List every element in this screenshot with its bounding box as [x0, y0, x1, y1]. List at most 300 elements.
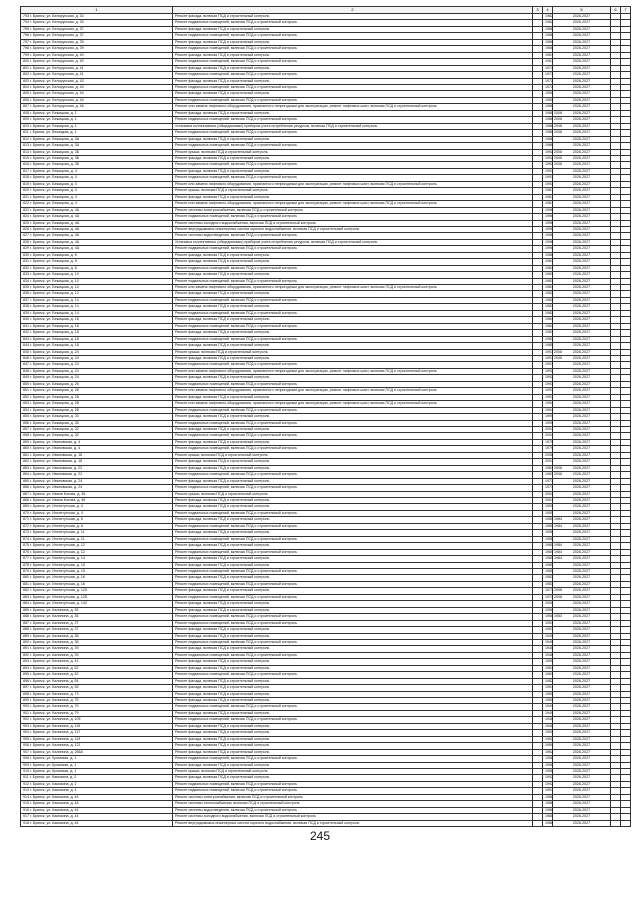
period-cell: 2026-2027 — [553, 536, 611, 542]
year-cell: 1961 — [543, 665, 553, 671]
work-type-cell: Ремонт подвальных помещений, включая ПСД и строительный контроль — [173, 20, 533, 26]
year-cell: 1993 — [543, 175, 553, 181]
year-cell: 1986 2008 — [543, 130, 553, 136]
period-cell: 2026-2027 — [553, 659, 611, 665]
period-cell: 2026-2027 — [553, 310, 611, 316]
work-type-cell: Ремонт фасада, включая ПСД и строительный контроль — [173, 685, 533, 691]
column-header: 3 — [533, 7, 543, 14]
address-cell: 831 г. Брянск, ул. Бежицкая, д. 8 — [21, 259, 173, 265]
work-type-cell: Ремонт подвальных помещений, включая ПСД и строительный контроль — [173, 446, 533, 452]
work-type-cell: Ремонт подвальных помещений, включая ПСД и строительный контроль — [173, 175, 533, 181]
work-type-cell: Ремонт или замена лифтового оборудования, признанного непригодным для эксплуатации, ремонт лифтовых шахт, включая ПСД и строительный контроль — [173, 285, 533, 291]
year-cell: 1992 2008 — [543, 155, 553, 161]
address-cell: 817 г. Брянск, ул. Бежицкая, д. 4 — [21, 168, 173, 174]
period-cell: 2026-2027 — [553, 46, 611, 52]
period-cell: 2026-2027 — [553, 788, 611, 794]
address-cell: 882 г. Брянск, ул. Институтская, д. 125 — [21, 588, 173, 594]
period-cell: 2026-2027 — [553, 72, 611, 78]
address-cell: 881 г. Брянск, ул. Институтская, д. 16 — [21, 581, 173, 587]
address-cell: 841 г. Брянск, ул. Бежицкая, д. 16 — [21, 323, 173, 329]
year-cell: 1984 — [543, 317, 553, 323]
period-cell: 2026-2027 — [553, 781, 611, 787]
year-cell: 1987 — [543, 201, 553, 207]
period-cell: 2026-2027 — [553, 543, 611, 549]
address-cell: 833 г. Брянск, ул. Бежицкая, д. 10 — [21, 272, 173, 278]
year-cell: 2004 — [543, 459, 553, 465]
address-cell: 837 г. Брянск, ул. Бежицкая, д. 14 — [21, 297, 173, 303]
period-cell: 2026-2027 — [553, 743, 611, 749]
work-type-cell: Ремонт системы водоотведения, включая ПСД и строительный контроль — [173, 233, 533, 239]
year-cell: 1948 — [543, 652, 553, 658]
work-type-cell: Ремонт фасада, включая ПСД и строительный контроль — [173, 665, 533, 671]
page-number: 245 — [309, 829, 331, 843]
address-cell: 806 г. Брянск, ул. Белорусская, д. 44 — [21, 97, 173, 103]
period-cell: 2026-2027 — [553, 549, 611, 555]
work-type-cell: Ремонт подвальных помещений, включая ПСД и строительный контроль — [173, 581, 533, 587]
year-cell: 1980 — [543, 568, 553, 574]
period-cell: 2026-2027 — [553, 14, 611, 20]
address-cell: 811 г. Брянск, ул. Бежицкая, д. 1 — [21, 130, 173, 136]
address-cell: 825 г. Брянск, ул. Бежицкая, д. 4А — [21, 220, 173, 226]
year-cell: 1993 — [543, 381, 553, 387]
year-cell: 1983 — [543, 285, 553, 291]
address-cell: 846 г. Брянск, ул. Бежицкая, д. 24 — [21, 356, 173, 362]
period-cell: 2026-2027 — [553, 562, 611, 568]
work-type-cell: Ремонт крыши, включая ПСД и строительный контроль — [173, 452, 533, 458]
year-cell: 1948 — [543, 717, 553, 723]
year-cell: 1951 — [543, 627, 553, 633]
work-type-cell: Ремонт внутридомовых инженерных систем горячего водоснабжения, включая ПСД и строительный контроль — [173, 226, 533, 232]
address-cell: 802 г. Брянск, ул. Белорусская, д. 41 — [21, 72, 173, 78]
period-cell: 2026-2027 — [553, 478, 611, 484]
work-type-cell: Ремонт фасада, включая ПСД и строительный контроль — [173, 497, 533, 503]
period-cell: 2026-2027 — [553, 794, 611, 800]
year-cell: 1996 — [543, 220, 553, 226]
period-cell: 2026-2027 — [553, 698, 611, 704]
work-type-cell: Ремонт подвальных помещений, включая ПСД и строительный контроль — [173, 614, 533, 620]
period-cell: 2026-2027 — [553, 368, 611, 374]
address-cell: 860 г. Брянск, ул. Ивановская, д. 4 — [21, 446, 173, 452]
work-type-cell: Ремонт подвальных помещений, включая ПСД и строительный контроль — [173, 788, 533, 794]
year-cell: 1996 — [543, 233, 553, 239]
period-cell: 2026-2027 — [553, 646, 611, 652]
address-cell: 862 г. Брянск, ул. Ивановская, д. 18 — [21, 459, 173, 465]
year-cell: 1948 — [543, 646, 553, 652]
year-cell: 1958 — [543, 607, 553, 613]
address-cell: 855 г. Брянск, ул. Бежицкая, д. 30 — [21, 414, 173, 420]
period-cell: 2026-2027 — [553, 188, 611, 194]
year-cell: 1949 — [543, 704, 553, 710]
year-cell: 1979 — [543, 446, 553, 452]
year-cell: 1980 1984 — [543, 556, 553, 562]
period-cell: 2026-2027 — [553, 239, 611, 245]
period-cell: 2026-2027 — [553, 233, 611, 239]
address-cell: 830 г. Брянск, ул. Бежицкая, д. 6 — [21, 252, 173, 258]
period-cell: 2026-2027 — [553, 420, 611, 426]
address-cell: 836 г. Брянск, ул. Бежицкая, д. 12 — [21, 291, 173, 297]
work-type-cell: Ремонт крыши, включая ПСД и строительный контроль — [173, 349, 533, 355]
period-cell: 2026-2027 — [553, 336, 611, 342]
year-cell: 1988 — [543, 794, 553, 800]
period-cell: 2026-2027 — [553, 84, 611, 90]
work-type-cell: Ремонт фасада, включая ПСД и строительный контроль — [173, 607, 533, 613]
work-type-cell: Ремонт фасада, включая ПСД и строительный контроль — [173, 575, 533, 581]
address-cell: 794 г. Брянск, ул. Белорусская, д. 34 — [21, 20, 173, 26]
year-cell: 1985 — [543, 343, 553, 349]
year-cell: 1984 — [543, 323, 553, 329]
year-cell: 1951 — [543, 685, 553, 691]
period-cell: 2026-2027 — [553, 375, 611, 381]
work-type-cell: Ремонт подвальных помещений, включая ПСД и строительный контроль — [173, 323, 533, 329]
address-cell: 828 г. Брянск, ул. Бежицкая, д. 4А — [21, 239, 173, 245]
year-cell: 1994 — [543, 407, 553, 413]
work-type-cell: Ремонт крыши, включая ПСД и строительный контроль — [173, 769, 533, 775]
work-type-cell: Ремонт системы холодного водоснабжения, включая ПСД и строительный контроль — [173, 814, 533, 820]
work-type-cell: Ремонт подвальных помещений, включая ПСД и строительный контроль — [173, 672, 533, 678]
work-type-cell: Ремонт подвальных помещений, включая ПСД и строительный контроль — [173, 536, 533, 542]
year-cell: 1995 — [543, 414, 553, 420]
address-cell: 883 г. Брянск, ул. Институтская, д. 125 — [21, 594, 173, 600]
period-cell: 2026-2027 — [553, 130, 611, 136]
period-cell: 2026-2027 — [553, 265, 611, 271]
period-cell: 2026-2027 — [553, 491, 611, 497]
period-cell: 2026-2027 — [553, 349, 611, 355]
address-cell: 832 г. Брянск, ул. Бежицкая, д. 8 — [21, 265, 173, 271]
period-cell: 2026-2027 — [553, 607, 611, 613]
year-cell: 1996 — [543, 214, 553, 220]
address-cell: 878 г. Брянск, ул. Институтская, д. 15 — [21, 562, 173, 568]
year-cell: 1973 2008 — [543, 588, 553, 594]
work-type-cell: Ремонт фасада, включая ПСД и строительный контроль — [173, 394, 533, 400]
address-cell: 805 г. Брянск, ул. Белорусская, д. 44 — [21, 91, 173, 97]
year-cell: 1993 — [543, 394, 553, 400]
work-type-cell: Ремонт или замена лифтового оборудования, признанного непригодным для эксплуатации, ремонт лифтовых шахт, включая ПСД и строительный контроль — [173, 201, 533, 207]
work-type-cell: Ремонт подвальных помещений, включая ПСД и строительный контроль — [173, 472, 533, 478]
year-cell: 1900 — [543, 730, 553, 736]
address-cell: 848 г. Брянск, ул. Бежицкая, д. 24 — [21, 368, 173, 374]
address-cell: 818 г. Брянск, ул. Бежицкая, д. 4 — [21, 175, 173, 181]
year-cell: 1983 — [543, 330, 553, 336]
year-cell: 1980 1984 — [543, 523, 553, 529]
address-cell: 851 г. Брянск, ул. Бежицкая, д. 26 — [21, 388, 173, 394]
blank-cell — [533, 820, 543, 826]
work-type-cell: Ремонт подвальных помещений, включая ПСД и строительный контроль — [173, 717, 533, 723]
address-cell: 871 г. Брянск, ул. Институтская, д. 6 — [21, 517, 173, 523]
year-cell: 2004 — [543, 427, 553, 433]
address-cell: 816 г. Брянск, ул. Бежицкая, д. 3Б — [21, 162, 173, 168]
year-cell: 1972 — [543, 84, 553, 90]
year-cell: 1958 — [543, 769, 553, 775]
year-cell: 1988 — [543, 807, 553, 813]
period-cell: 2026-2027 — [553, 26, 611, 32]
year-cell: 1982 — [543, 297, 553, 303]
work-type-cell: Ремонт подвальных помещений, включая ПСД и строительный контроль — [173, 297, 533, 303]
work-type-cell: Ремонт фасада, включая ПСД и строительный контроль — [173, 26, 533, 32]
year-cell: 1983 — [543, 575, 553, 581]
address-cell: 821 г. Брянск, ул. Бежицкая, д. 4 — [21, 194, 173, 200]
table-row — [21, 820, 631, 826]
address-cell: 804 г. Брянск, ул. Белорусская, д. 43 — [21, 84, 173, 90]
period-cell: 2026-2027 — [553, 665, 611, 671]
address-cell: 840 г. Брянск, ул. Бежицкая, д. 16 — [21, 317, 173, 323]
work-type-cell: Ремонт подвальных помещений, включая ПСД и строительный контроль — [173, 407, 533, 413]
work-type-cell: Ремонт фасада, включая ПСД и строительный контроль — [173, 330, 533, 336]
address-cell: 899 г. Брянск, ул. Калинина, д. 75 — [21, 698, 173, 704]
work-type-cell: Ремонт фасада, включая ПСД и строительный контроль — [173, 136, 533, 142]
period-cell: 2026-2027 — [553, 207, 611, 213]
work-type-cell: Ремонт крыши, включая ПСД и строительный контроль — [173, 491, 533, 497]
period-cell: 2026-2027 — [553, 814, 611, 820]
period-cell: 2026-2027 — [553, 214, 611, 220]
period-cell: 2026-2027 — [553, 259, 611, 265]
period-cell: 2026-2027 — [553, 97, 611, 103]
year-cell: 1986 — [543, 252, 553, 258]
period-cell: 2026-2027 — [553, 749, 611, 755]
work-type-cell: Ремонт внутридомовых инженерных систем горячего водоснабжения, включая ПСД и строительный контроль — [173, 820, 533, 826]
address-cell: 824 г. Брянск, ул. Бежицкая, д. 4А — [21, 214, 173, 220]
work-type-cell: Ремонт подвальных помещений, включая ПСД и строительный контроль — [173, 84, 533, 90]
work-type-cell: Ремонт фасада, включая ПСД и строительный контроль — [173, 743, 533, 749]
address-cell: 907 г. Брянск, ул. Калинина, д. 266А — [21, 749, 173, 755]
year-cell: 1997 2008 — [543, 356, 553, 362]
work-type-cell: Ремонт подвальных помещений, включая ПСД и строительный контроль — [173, 704, 533, 710]
address-cell: 834 г. Брянск, ул. Бежицкая, д. 10 — [21, 278, 173, 284]
address-cell: 814 г. Брянск, ул. Бежицкая, д. 3Б — [21, 149, 173, 155]
address-cell: 803 г. Брянск, ул. Белорусская, д. 43 — [21, 78, 173, 84]
work-type-cell: Ремонт подвальных помещений, включая ПСД и строительный контроль — [173, 523, 533, 529]
period-cell: 2026-2027 — [553, 123, 611, 129]
period-cell: 2026-2027 — [553, 278, 611, 284]
year-cell: 1966 — [543, 39, 553, 45]
address-cell: 890 г. Брянск, ул. Калинина, д. 38 — [21, 639, 173, 645]
period-cell: 2026-2027 — [553, 459, 611, 465]
work-type-cell: Ремонт фасада, включая ПСД и строительный контроль — [173, 375, 533, 381]
address-cell: 867 г. Брянск, ул. Ивана Котова, д. 45 — [21, 491, 173, 497]
year-cell: 1997 2008 — [543, 349, 553, 355]
period-cell: 2026-2027 — [553, 39, 611, 45]
period-cell: 2026-2027 — [553, 691, 611, 697]
address-cell: 870 г. Брянск, ул. Институтская, д. 4 — [21, 510, 173, 516]
period-cell: 2026-2027 — [553, 168, 611, 174]
period-cell: 2026-2027 — [553, 162, 611, 168]
work-type-cell: Ремонт подвальных помещений, включая ПСД и строительный контроль — [173, 620, 533, 626]
period-cell: 2026-2027 — [553, 439, 611, 445]
work-type-cell: Ремонт подвальных помещений, включая ПСД и строительный контроль — [173, 485, 533, 491]
address-cell: 845 г. Брянск, ул. Бежицкая, д. 24 — [21, 349, 173, 355]
address-cell: 859 г. Брянск, ул. Ивановская, д. 4 — [21, 439, 173, 445]
period-cell: 2026-2027 — [553, 517, 611, 523]
year-cell: 1988 — [543, 820, 553, 826]
period-cell: 2026-2027 — [553, 388, 611, 394]
year-cell: 2006 — [543, 452, 553, 458]
work-type-cell: Ремонт фасада, включая ПСД и строительный контроль — [173, 465, 533, 471]
address-cell: 916 г. Брянск, ул. Камозина, д. 44 — [21, 807, 173, 813]
period-cell: 2026-2027 — [553, 568, 611, 574]
year-cell: 1992 2008 — [543, 162, 553, 168]
work-type-cell: Ремонт подвальных помещений, включая ПСД и строительный контроль — [173, 72, 533, 78]
address-cell: 854 г. Брянск, ул. Бежицкая, д. 28 — [21, 407, 173, 413]
year-cell: 1982 — [543, 678, 553, 684]
year-cell: 1993 — [543, 788, 553, 794]
work-type-cell: Ремонт фасада, включая ПСД и строительный контроль — [173, 78, 533, 84]
year-cell: 1956 — [543, 530, 553, 536]
period-cell: 2026-2027 — [553, 285, 611, 291]
year-cell: 1986 2008 — [543, 110, 553, 116]
address-cell: 812 г. Брянск, ул. Бежицкая, д. 3А — [21, 136, 173, 142]
period-cell: 2026-2027 — [553, 297, 611, 303]
period-cell: 2026-2027 — [553, 769, 611, 775]
work-type-cell: Ремонт подвальных помещений, включая ПСД и строительный контроль — [173, 549, 533, 555]
work-type-cell: Ремонт подвальных помещений, включая ПСД и строительный контроль — [173, 433, 533, 439]
year-cell: 1956 — [543, 536, 553, 542]
address-cell: 801 г. Брянск, ул. Белорусская, д. 41 — [21, 65, 173, 71]
period-cell: 2026-2027 — [553, 343, 611, 349]
period-cell: 2026-2027 — [553, 272, 611, 278]
address-cell: 798 г. Брянск, ул. Белорусская, д. 39 — [21, 46, 173, 52]
period-cell: 2026-2027 — [553, 614, 611, 620]
period-cell: 2026-2027 — [553, 401, 611, 407]
address-cell: 895 г. Брянск, ул. Калинина, д. 52 — [21, 672, 173, 678]
period-cell: 2026-2027 — [553, 427, 611, 433]
work-type-cell: Ремонт фасада, включая ПСД и строительный контроль — [173, 259, 533, 265]
work-type-cell: Ремонт фасада, включая ПСД и строительный контроль — [173, 723, 533, 729]
work-type-cell: Ремонт подвальных помещений, включая ПСД и строительный контроль — [173, 162, 533, 168]
address-cell: 853 г. Брянск, ул. Бежицкая, д. 28 — [21, 401, 173, 407]
work-type-cell: Ремонт подвальных помещений, включая ПСД и строительный контроль — [173, 594, 533, 600]
work-type-cell: Установка коллективных (общедомовых) приборов учета потребления ресурсов, включая ПСД и строительный контроль — [173, 239, 533, 245]
work-type-cell: Ремонт фасада, включая ПСД и строительный контроль — [173, 730, 533, 736]
year-cell: 1980 1984 — [543, 517, 553, 523]
year-cell: 1992 2008 — [543, 149, 553, 155]
address-cell: 865 г. Брянск, ул. Ивановская, д. 24 — [21, 478, 173, 484]
year-cell: 1996 — [543, 239, 553, 245]
work-type-cell: Ремонт фасада, включая ПСД и строительный контроль — [173, 168, 533, 174]
year-cell: 1996 — [543, 246, 553, 252]
work-type-cell: Ремонт системы теплоснабжения, включая ПСД и строительный контроль — [173, 801, 533, 807]
column-header: 1 — [21, 7, 173, 14]
year-cell: 1982 — [543, 310, 553, 316]
period-cell: 2026-2027 — [553, 588, 611, 594]
work-type-cell: Ремонт фасада, включая ПСД и строительный контроль — [173, 291, 533, 297]
address-cell: 820 г. Брянск, ул. Бежицкая, д. 4 — [21, 188, 173, 194]
work-type-cell: Установка коллективных (общедомовых) приборов учета потребления ресурсов, включая ПСД и строительный контроль — [173, 123, 533, 129]
address-cell: 918 г. Брянск, ул. Камозина, д. 44 — [21, 820, 173, 826]
year-cell: 1993 — [543, 181, 553, 187]
year-cell: 2004 — [543, 433, 553, 439]
work-type-cell: Ремонт системы электроснабжения, включая ПСД и строительный контроль — [173, 207, 533, 213]
year-cell: 1986 — [543, 136, 553, 142]
period-cell: 2026-2027 — [553, 194, 611, 200]
period-cell: 2026-2027 — [553, 304, 611, 310]
year-cell: 1986 2008 — [543, 117, 553, 123]
address-cell: 880 г. Брянск, ул. Институтская, д. 16 — [21, 575, 173, 581]
period-cell: 2026-2027 — [553, 730, 611, 736]
work-type-cell: Ремонт фасада, включая ПСД и строительный контроль — [173, 633, 533, 639]
header-row — [21, 7, 631, 14]
period-cell: 2026-2027 — [553, 246, 611, 252]
address-cell: 904 г. Брянск, ул. Калинина, д. 117 — [21, 730, 173, 736]
period-cell: 2026-2027 — [553, 575, 611, 581]
period-cell: 2026-2027 — [553, 104, 611, 110]
period-cell: 2026-2027 — [553, 149, 611, 155]
period-cell: 2026-2027 — [553, 381, 611, 387]
address-cell: 826 г. Брянск, ул. Бежицкая, д. 4А — [21, 226, 173, 232]
work-type-cell: Ремонт подвальных помещений, включая ПСД и строительный контроль — [173, 46, 533, 52]
period-cell: 2026-2027 — [553, 472, 611, 478]
year-cell: 1973 2008 — [543, 594, 553, 600]
work-type-cell: Ремонт фасада, включая ПСД и строительный контроль — [173, 562, 533, 568]
year-cell: 1983 — [543, 336, 553, 342]
address-cell: 891 г. Брянск, ул. Калинина, д. 39 — [21, 646, 173, 652]
address-cell: 912 г. Брянск, ул. Камозина, д. 2 — [21, 781, 173, 787]
work-type-cell: Ремонт фасада, включая ПСД и строительный контроль — [173, 556, 533, 562]
work-type-cell: Ремонт фасада, включая ПСД и строительный контроль — [173, 530, 533, 536]
work-type-cell: Ремонт фасада, включая ПСД и строительный контроль — [173, 627, 533, 633]
work-type-cell: Ремонт фасада, включая ПСД и строительный контроль — [173, 304, 533, 310]
period-cell: 2026-2027 — [553, 775, 611, 781]
period-cell: 2026-2027 — [553, 710, 611, 716]
address-cell: 885 г. Брянск, ул. Калинина, д. 35 — [21, 607, 173, 613]
year-cell: 2008 — [543, 601, 553, 607]
period-cell: 2026-2027 — [553, 807, 611, 813]
year-cell: 1980 — [543, 562, 553, 568]
address-cell: 894 г. Брянск, ул. Калинина, д. 52 — [21, 665, 173, 671]
work-type-cell: Ремонт фасада, включая ПСД и строительный контроль — [173, 194, 533, 200]
address-cell: 827 г. Брянск, ул. Бежицкая, д. 4А — [21, 233, 173, 239]
period-cell: 2026-2027 — [553, 594, 611, 600]
address-cell: 829 г. Брянск, ул. Бежицкая, д. 4А — [21, 246, 173, 252]
column-header: 5 — [553, 7, 611, 14]
year-cell: 1981 2006 — [543, 472, 553, 478]
work-type-cell: Ремонт системы холодного водоснабжения, включая ПСД и строительный контроль — [173, 220, 533, 226]
work-type-cell: Ремонт или замена лифтового оборудования, признанного непригодным для эксплуатации, ремонт лифтовых шахт, включая ПСД и строительный контроль — [173, 368, 533, 374]
address-cell: 866 г. Брянск, ул. Ивановская, д. 24 — [21, 485, 173, 491]
year-cell: 1948 — [543, 723, 553, 729]
period-cell: 2026-2027 — [553, 704, 611, 710]
work-type-cell: Ремонт фасада, включая ПСД и строительный контроль — [173, 272, 533, 278]
year-cell: 1966 — [543, 33, 553, 39]
year-cell: 1949 — [543, 633, 553, 639]
work-type-cell: Ремонт подвальных помещений, включая ПСД и строительный контроль — [173, 214, 533, 220]
period-cell: 2026-2027 — [553, 52, 611, 58]
year-cell: 1958 — [543, 756, 553, 762]
work-type-cell: Ремонт фасада, включая ПСД и строительный контроль — [173, 52, 533, 58]
work-type-cell: Ремонт подвальных помещений, включая ПСД и строительный контроль — [173, 510, 533, 516]
period-cell: 2026-2027 — [553, 485, 611, 491]
period-cell: 2026-2027 — [553, 317, 611, 323]
period-cell: 2026-2027 — [553, 110, 611, 116]
year-cell: 1984 — [543, 265, 553, 271]
work-type-cell: Ремонт фасада, включая ПСД и строительный контроль — [173, 414, 533, 420]
address-cell: 896 г. Брянск, ул. Калинина, д. 54 — [21, 678, 173, 684]
year-cell: 1994 — [543, 401, 553, 407]
work-type-cell: Ремонт подвальных помещений, включая ПСД и строительный контроль — [173, 33, 533, 39]
year-cell: 1984 — [543, 259, 553, 265]
address-cell: 807 г. Брянск, ул. Белорусская, д. 46 — [21, 104, 173, 110]
address-cell: 873 г. Брянск, ул. Институтская, д. 11 — [21, 530, 173, 536]
year-cell: 1982 — [543, 304, 553, 310]
work-type-cell: Ремонт фасада, включая ПСД и строительный контроль — [173, 478, 533, 484]
period-cell: 2026-2027 — [553, 291, 611, 297]
period-cell: 2026-2027 — [553, 672, 611, 678]
address-cell: 797 г. Брянск, ул. Белорусская, д. 39 — [21, 39, 173, 45]
address-cell: 900 г. Брянск, ул. Калинина, д. 79 — [21, 704, 173, 710]
address-cell: 914 г. Брянск, ул. Камозина, д. 44 — [21, 794, 173, 800]
address-cell: 868 г. Брянск, ул. Ивана Котова, д. 45 — [21, 497, 173, 503]
work-type-cell: Ремонт подвальных помещений, включая ПСД и строительный контроль — [173, 130, 533, 136]
year-cell: 1988 — [543, 814, 553, 820]
period-cell: 2026-2027 — [553, 639, 611, 645]
